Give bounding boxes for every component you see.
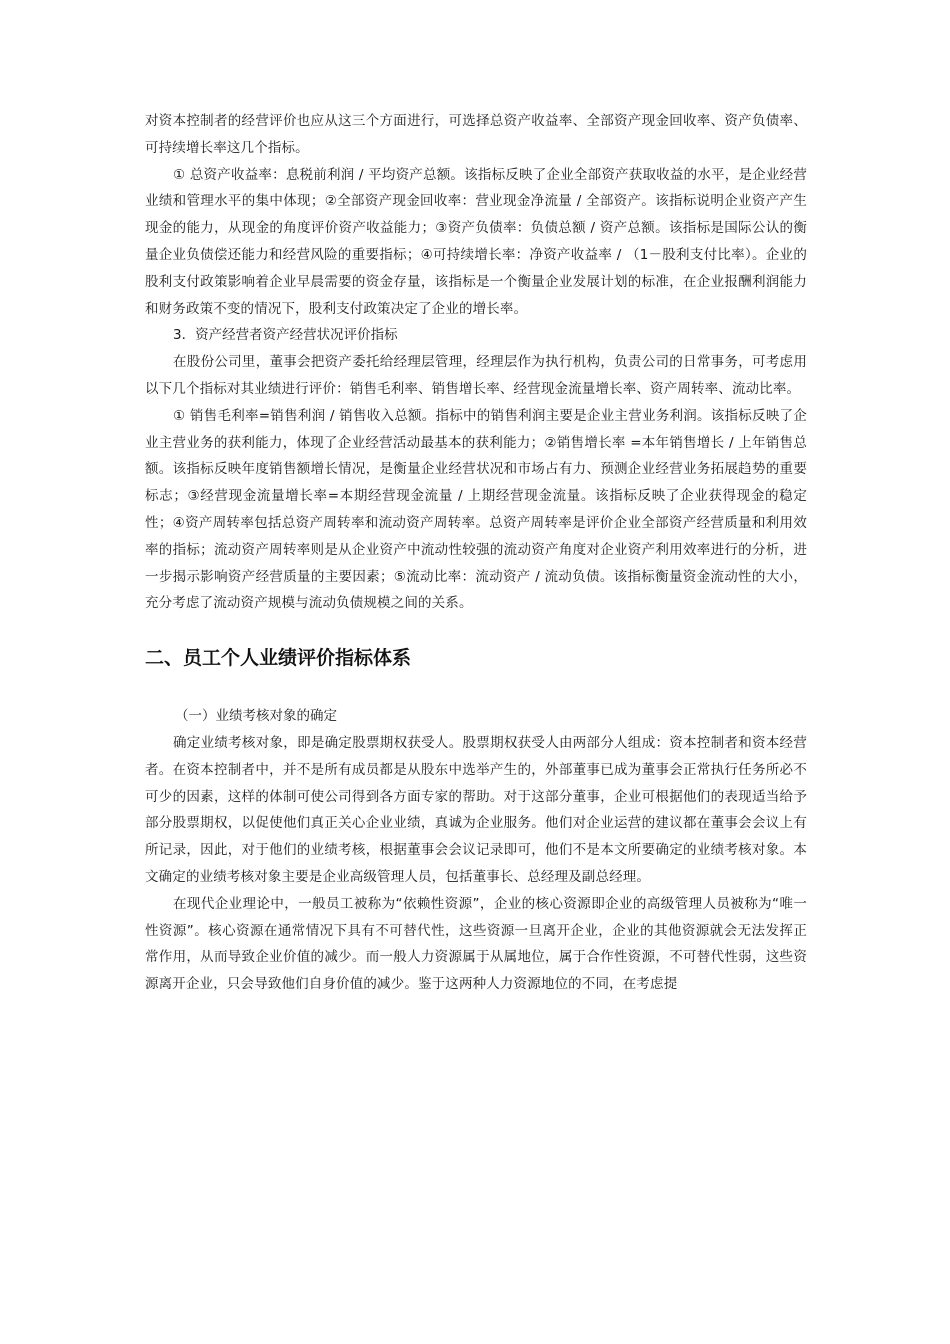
section-heading-employee-performance: 二、员工个人业绩评价指标体系 (145, 647, 412, 670)
paragraph-controller-indicators: ① 总资产收益率：息税前利润 / 平均资产总额。该指标反映了企业全部资产获取收益的水平，是企业经营业绩和管理水平的集中体现；②全部资产现金回收率：营业现金净流量 / 全部资产。该指标说明企业资产产生现金的能力，从现金的角度评价资产收益能力；③资产负债率：负债总额 / 资产总额。该指标是国际公认的衡量企业负债偿还能力和经营风险的重要指标；④可持续增长率：净资产收益率 / （1－股利支付比率）。企业的股利支付政策影响着企业早晨需要的资金存量，该指标是一个衡量企业发展计划的标准，在企业报酬利润能力和财务政策不变的情况下，股利支付政策决定了企业的增长率。 (145, 166, 807, 317)
paragraph-capital-controller-evaluation: 对资本控制者的经营评价也应从这三个方面进行，可选择总资产收益率、全部资产现金回收率、资产负债率、可持续增长率这几个指标。 (145, 113, 807, 156)
paragraph-operator-indicators: ① 销售毛利率=销售利润 / 销售收入总额。指标中的销售利润主要是企业主营业务利润。该指标反映了企业主营业务的获利能力，体现了企业经营活动最基本的获利能力；②销售增长率 =本年销售增长 / 上年销售总额。该指标反映年度销售额增长情况，是衡量企业经营状况和市场占有力、预测企业经营业务拓展趋势的重要标志；③经营现金流量增长率=本期经营现金流量 / 上期经营现金流量。该指标反映了企业获得现金的稳定性；④资产周转率包括总资产周转率和流动资产周转率。总资产周转率是评价企业全部资产经营质量和利用效率的指标；流动资产周转率则是从企业资产中流动性较强的流动资产角度对企业资产利用效率进行的分析，进一步揭示影响资产经营质量的主要因素；⑤流动比率：流动资产 / 流动负债。该指标衡量资金流动性的大小，充分考虑了流动资产规模与流动负债规模之间的关系。 (145, 407, 807, 612)
paragraph-option-grantees: 确定业绩考核对象，即是确定股票期权获受人。股票期权获受人由两部分人组成：资本控制者和资本经营者。在资本控制者中，并不是所有成员都是从股东中选举产生的，外部董事已成为董事会正常执行任务所必不可少的因素，这样的体制可使公司得到各方面专家的帮助。对于这部分董事，企业可根据他们的表现适当给予部分股票期权，以促使他们真正关心企业业绩，真诚为企业服务。他们对企业运营的建议都在董事会会议上有所记录，因此，对于他们的业绩考核，根据董事会会议记录即可，他们不是本文所要确定的业绩考核对象。本文确定的业绩考核对象主要是企业高级管理人员，包括董事长、总经理及副总经理。 (145, 734, 807, 885)
paragraph-management-evaluation: 在股份公司里，董事会把资产委托给经理层管理，经理层作为执行机构，负责公司的日常事务，可考虑用以下几个指标对其业绩进行评价：销售毛利率、销售增长率、经营现金流量增长率、资产周转率、流动比率。 (145, 354, 807, 397)
paragraph-core-resources: 在现代企业理论中，一般员工被称为“依赖性资源”，企业的核心资源即企业的高级管理人员被称为“唯一性资源”。核心资源在通常情况下具有不可替代性，这些资源一旦离开企业，企业的其他资源就会无法发挥正常作用，从而导致企业价值的减少。而一般人力资源属于从属地位，属于合作性资源，不可替代性弱，这些资源离开企业，只会导致他们自身价值的减少。鉴于这两种人力资源地位的不同，在考虑提 (145, 895, 807, 993)
document-page (145, 108, 807, 998)
subheading-asset-operator-indicators: 3．资产经营者资产经营状况评价指标 (173, 327, 398, 344)
subheading-assessment-objects: （一）业绩考核对象的确定 (175, 708, 337, 725)
